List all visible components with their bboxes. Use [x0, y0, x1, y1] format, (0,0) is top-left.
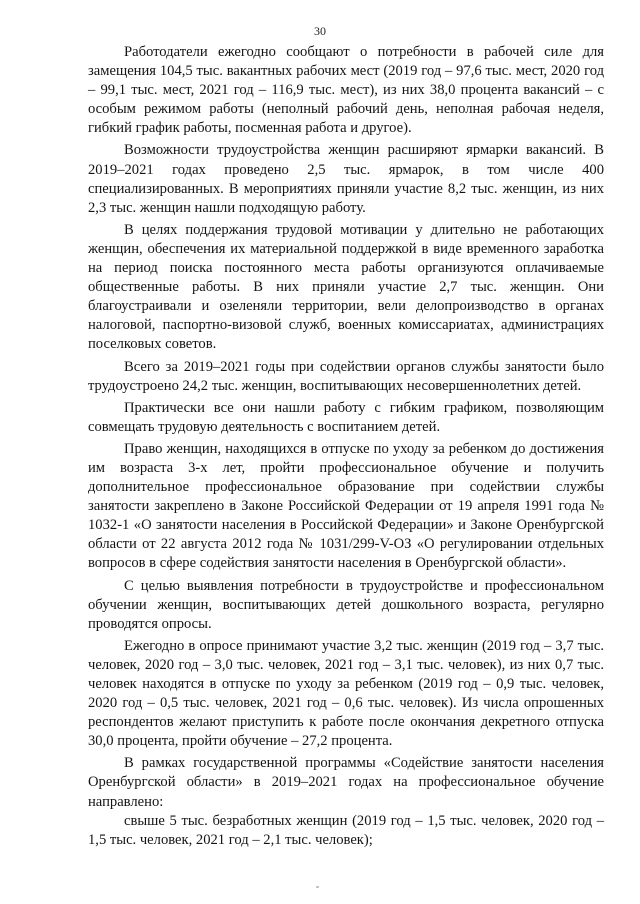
paragraph-flexible-schedule: Практически все они нашли работу с гибким графиком, позволяющим совмещать трудовую деятельность с воспитанием детей. — [88, 399, 604, 435]
paragraph-unemployed-women: свыше 5 тыс. безработных женщин (2019 год – 1,5 тыс. человек, 2020 год – 1,5 тыс. человек, 2021 год – 2,1 тыс. человек); — [88, 812, 604, 848]
paragraph-state-program: В рамках государственной программы «Содействие занятости населения Оренбургской области» в 2019–2021 годах на профессиональное обучение направлено: — [88, 755, 604, 810]
paragraph-training-right: Право женщин, находящихся в отпуске по уходу за ребенком до достижения им возраста 3-х лет, пройти профессиональное обучение и получить дополнительное профессиональное образование при содействии службы занятости закреплено в Законе Российской Федерации от 19 апреля 1991 года № 1032-1 «О занятости населения в Российской Федерации» и Законе Оренбургской области от 22 августа 2012 года № 1031/299-V-ОЗ «О регулировании отдельных вопросов в сфере содействия занятости населения в Оренбургской области». — [88, 440, 604, 572]
paragraph-employed-total: Всего за 2019–2021 годы при содействии органов службы занятости было трудоустроено 24,2 тыс. женщин, воспитывающих несовершеннолетних детей. — [88, 358, 604, 394]
paragraph-public-works: В целях поддержания трудовой мотивации у длительно не работающих женщин, обеспечения их материальной поддержкой в виде временного заработка на период поиска постоянного места работы организуются оплачиваемые общественные работы. В них приняли участие 2,7 тыс. женщин. Они благоустраивали и озеленяли территории, вели делопроизводство в органах налоговой, паспортно-визовой служб, военных комиссариатах, администрациях поселковых советов. — [88, 221, 604, 353]
page-number: 30 — [314, 24, 326, 38]
paragraph-survey-results: Ежегодно в опросе принимают участие 3,2 тыс. женщин (2019 год – 3,7 тыс. человек, 2020 год – 3,0 тыс. человек, 2021 год – 3,1 тыс. человек), из них 0,7 тыс. человек находятся в отпуске по уходу за ребенком (2019 год – 0,9 тыс. человек, 2020 год – 0,5 тыс. человек, 2021 год – 0,6 тыс. человек). Из числа опрошенных респондентов желают приступить к работе после окончания декретного отпуска 30,0 процента, пройти обучение – 27,2 процента. — [88, 637, 604, 750]
paragraph-surveys: С целью выявления потребности в трудоустройстве и профессиональном обучении женщин, воспитывающих детей дошкольного возраста, регулярно проводятся опросы. — [88, 577, 604, 632]
paragraph-vacancies: Работодатели ежегодно сообщают о потребности в рабочей силе для замещения 104,5 тыс. вакантных рабочих мест (2019 год – 97,6 тыс. мест, 2020 год – 99,1 тыс. мест, 2021 год – 116,9 тыс. мест), из них 38,0 процента вакансий – с особым режимом работы (неполный рабочий день, неполная рабочая неделя, гибкий график работы, посменная работа и другое). — [88, 44, 604, 137]
paragraph-job-fairs: Возможности трудоустройства женщин расширяют ярмарки вакансий. В 2019–2021 годах проведено 2,5 тыс. ярмарок, в том числе 400 специализированных. В мероприятиях приняли участие 8,2 тыс. женщин, из них 2,3 тыс. женщин нашли подходящую работу. — [88, 142, 604, 216]
scan-speck — [316, 886, 319, 888]
document-body — [88, 43, 604, 853]
